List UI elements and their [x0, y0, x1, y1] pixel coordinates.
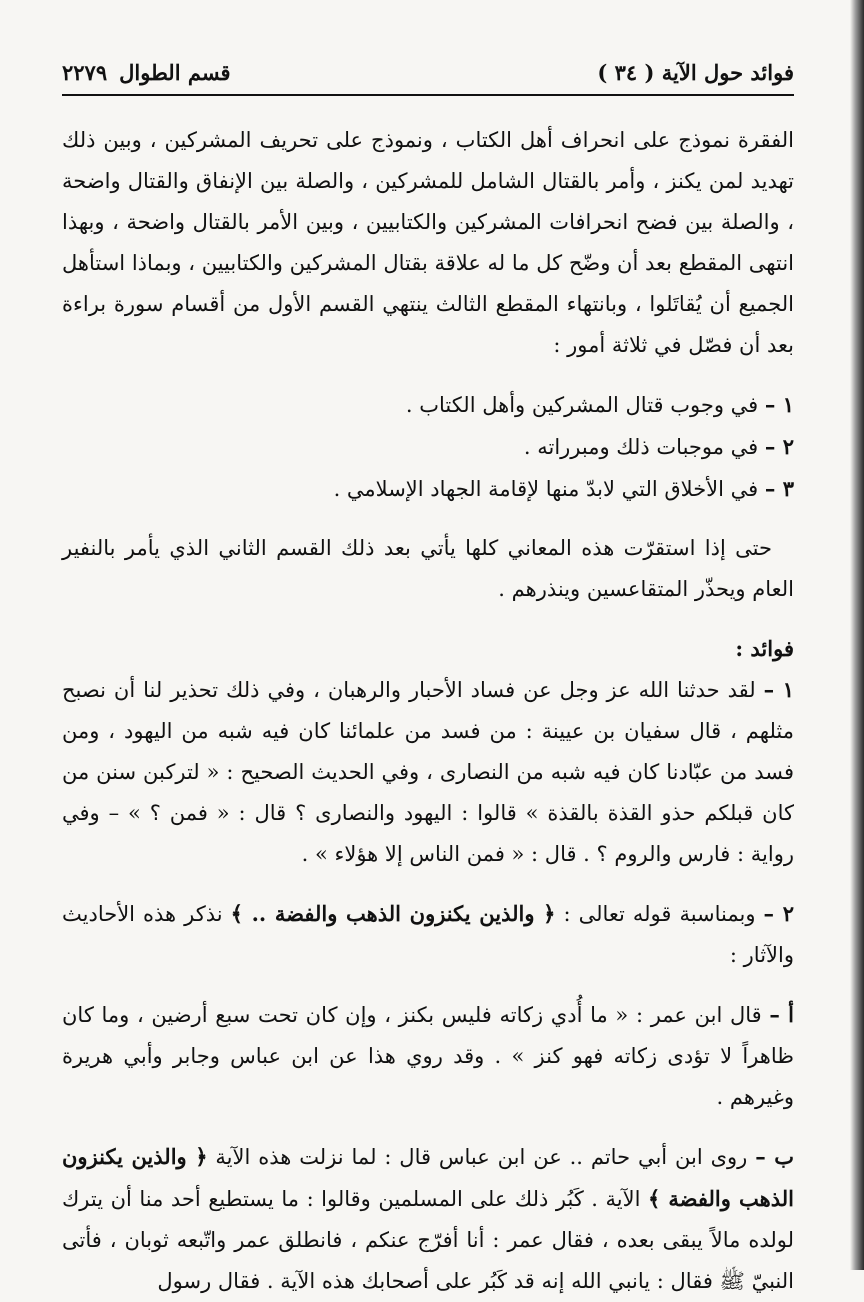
list-number: ٢ – [764, 434, 794, 459]
benefit-2 [62, 893, 794, 976]
list-item [62, 384, 794, 426]
quran-verse: ﴿ والذين يكنزون الذهب والفضة .. ﴾ [230, 901, 556, 926]
benefit-text-pre: وبمناسبة قوله تعالى : [563, 902, 756, 926]
list-text: في موجبات ذلك ومبرراته . [523, 435, 759, 459]
narration-a [62, 994, 794, 1118]
fawaid-heading: فوائد : [735, 636, 794, 661]
list-text: في الأخلاق التي لابدّ منها لإقامة الجهاد الإسلامي . [333, 477, 759, 501]
page-body [62, 120, 794, 1302]
list-number: ٣ – [764, 476, 794, 501]
narration-letter: أ – [769, 1002, 794, 1027]
narration-letter: ب – [755, 1144, 794, 1169]
benefit-number: ١ – [763, 677, 794, 702]
running-title: فوائد حول الآية ( ٣٤ ) [597, 60, 794, 85]
benefit-1 [62, 669, 794, 875]
paragraph-intro: الفقرة نموذج على انحراف أهل الكتاب ، ونموذج على تحريف المشركين ، وبين ذلك تهديد لمن يكنز ، وأمر بالقتال الشامل للمشركين ، والصلة بين الإنفاق والقتال واضحة ، والصلة بين فضح انحرافات المشركين والكتابيين ، وبين الأمر بالقتال واضحة ، وبهذا انتهى المقطع بعد أن وضّح كل ما له علاقة بقتال المشركين والكتابيين ، وبماذا استأهل الجميع أن يُقاتَلوا ، وبانتهاء المقطع الثالث ينتهي القسم الأول من أقسام سورة براءة بعد أن فصّل في ثلاثة أمور : [62, 128, 794, 357]
list-item [62, 426, 794, 468]
benefit-text-post: نذكر هذه الأحاديث والآثار : [62, 902, 794, 967]
page-header [62, 60, 794, 96]
quran-verse: ﴿ والذين يكنزون الذهب والفضة ﴾ [62, 1144, 794, 1211]
paragraph-transition: حتى إذا استقرّت هذه المعاني كلها يأتي بعد ذلك القسم الثاني الذي يأمر بالنفير العام ويحذّر المتقاعسين وينذرهم . [62, 536, 794, 601]
section-name: قسم الطوال [119, 60, 231, 85]
benefit-number: ٢ – [763, 901, 794, 926]
narration-text: قال ابن عمر : « ما أُدي زكاته فليس بكنز ، وإن كان تحت سبع أرضين ، وما كان ظاهراً لا تؤدى زكاته فهو كنز » . وقد روي هذا عن ابن عباس وجابر وأبي هريرة وغيرهم . [62, 1003, 794, 1109]
narration-b [62, 1136, 794, 1302]
narration-text-post: الآية . كَبُر ذلك على المسلمين وقالوا : ما يستطيع أحد منا أن يترك لولده مالاً يبقى بعده ، فقال عمر : أنا أفرّج عنكم ، فانطلق عمر واتّبعه ثوبان ، فأتى النبيّ ﷺ فقال : يانبي الله إنه قد كَبُر على أصحابك هذه الآية . فقال رسول [62, 1187, 794, 1293]
section-and-page [62, 60, 231, 85]
benefit-text: لقد حدثنا الله عز وجل عن فساد الأحبار والرهبان ، وفي ذلك تحذير لنا أن نصبح مثلهم ، قال سفيان بن عيينة : من فسد من علمائنا كان فيه شبه من اليهود ، ومن فسد من عبّادنا كان فيه شبه من النصارى ، وفي الحديث الصحيح : « لتركبن سنن من كان قبلكم حذو القذة بالقذة » قالوا : اليهود والنصارى ؟ قال : « فمن ؟ » – وفي رواية : فارس والروم ؟ . قال : « فمن الناس إلا هؤلاء » . [62, 678, 794, 866]
narration-text-pre: روى ابن أبي حاتم .. عن ابن عباس قال : لما نزلت هذه الآية [215, 1145, 748, 1169]
page-number: ٢٢٧٩ [62, 60, 108, 85]
page-spine-shadow [850, 0, 864, 1270]
list-number: ١ – [764, 392, 794, 417]
list-text: في وجوب قتال المشركين وأهل الكتاب . [405, 393, 759, 417]
list-item [62, 468, 794, 510]
